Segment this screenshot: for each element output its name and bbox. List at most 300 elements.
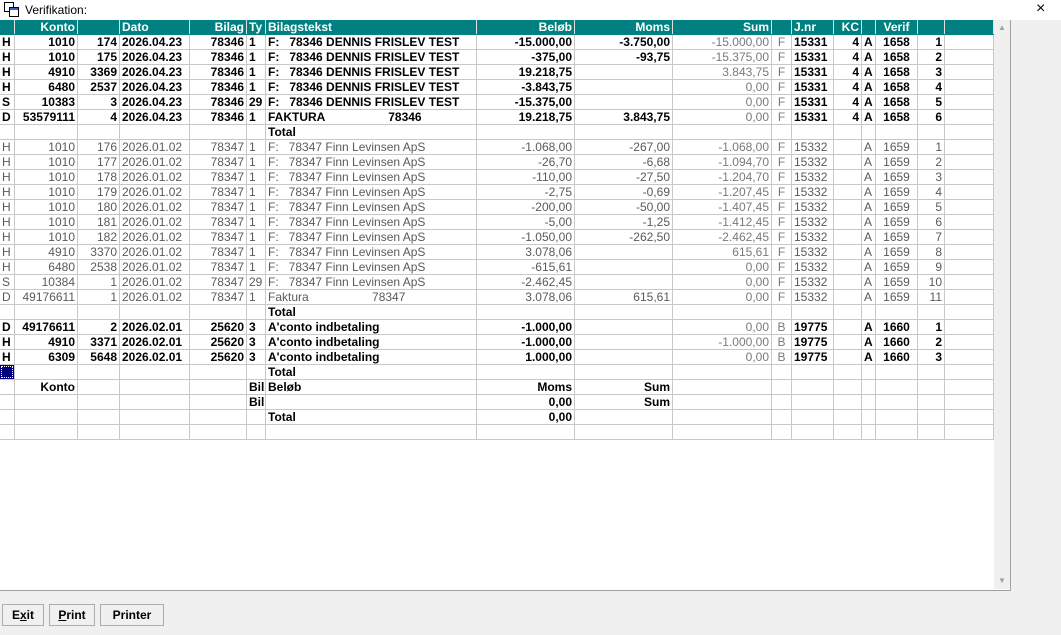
cell-flag bbox=[772, 410, 792, 424]
cell-flag: B bbox=[772, 335, 792, 349]
cell-linje: 9 bbox=[918, 260, 945, 274]
cell-belob: -2.462,45 bbox=[477, 275, 575, 289]
cell-verif: 1658 bbox=[876, 80, 918, 94]
cell-kc bbox=[834, 335, 862, 349]
table-row[interactable] bbox=[0, 50, 994, 65]
cell-moms bbox=[575, 275, 673, 289]
cell-type: 3 bbox=[247, 320, 266, 334]
cell-lobe-nr bbox=[78, 125, 120, 139]
cell-a: A bbox=[862, 80, 876, 94]
cell-flag: B bbox=[772, 350, 792, 364]
cell-konto bbox=[15, 410, 78, 424]
cell-kc bbox=[834, 200, 862, 214]
table-row[interactable] bbox=[0, 320, 994, 335]
cell-sum bbox=[673, 395, 772, 409]
cell-dato: 2026.04.23 bbox=[120, 50, 190, 64]
cell-konto: 49176611 bbox=[15, 290, 78, 304]
cell-flag: F bbox=[772, 245, 792, 259]
cell-type: 1 bbox=[247, 155, 266, 169]
cell-linje: 3 bbox=[918, 170, 945, 184]
cell-spare bbox=[945, 80, 994, 94]
table-row[interactable] bbox=[0, 275, 994, 290]
cell-sum: -1.204,70 bbox=[673, 170, 772, 184]
cell-side bbox=[0, 125, 15, 139]
cell-lobe-nr: 4 bbox=[78, 110, 120, 124]
table-row[interactable] bbox=[0, 185, 994, 200]
table-row[interactable] bbox=[0, 215, 994, 230]
cell-konto bbox=[15, 425, 78, 439]
cell-spare bbox=[945, 230, 994, 244]
window-title: Verifikation: bbox=[25, 3, 88, 17]
cell-bilag bbox=[190, 410, 247, 424]
cell-bilag: 78346 bbox=[190, 35, 247, 49]
cell-moms: -93,75 bbox=[575, 50, 673, 64]
cell-dato: 2026.02.01 bbox=[120, 350, 190, 364]
print-button[interactable] bbox=[49, 604, 95, 626]
cell-a: A bbox=[862, 320, 876, 334]
cell-bilagstekst: F: 78347 Finn Levinsen ApS bbox=[266, 245, 477, 259]
cell-side: H bbox=[0, 200, 15, 214]
cell-flag: F bbox=[772, 275, 792, 289]
cell-dato: 2026.01.02 bbox=[120, 170, 190, 184]
cell-flag: F bbox=[772, 155, 792, 169]
cell-bilagstekst: A'conto indbetaling bbox=[266, 320, 477, 334]
table-row[interactable] bbox=[0, 380, 994, 395]
cell-sum: 0,00 bbox=[673, 260, 772, 274]
cell-kc: 4 bbox=[834, 35, 862, 49]
cell-a: A bbox=[862, 350, 876, 364]
table-row[interactable] bbox=[0, 245, 994, 260]
column-header-flag[interactable] bbox=[772, 20, 792, 34]
cell-verif: 1659 bbox=[876, 185, 918, 199]
cell-dato bbox=[120, 305, 190, 319]
grid-header-row bbox=[0, 20, 994, 35]
table-row[interactable] bbox=[0, 425, 994, 440]
cell-lobe-nr bbox=[78, 410, 120, 424]
table-row[interactable] bbox=[0, 155, 994, 170]
verification-grid-frame bbox=[0, 20, 1011, 591]
cell-konto bbox=[15, 125, 78, 139]
cell-konto: 4910 bbox=[15, 335, 78, 349]
table-row[interactable] bbox=[0, 290, 994, 305]
table-row[interactable] bbox=[0, 80, 994, 95]
column-header-moms[interactable]: Moms bbox=[575, 20, 673, 34]
table-row[interactable] bbox=[0, 365, 994, 380]
cell-side: S bbox=[0, 95, 15, 109]
cell-konto: 1010 bbox=[15, 170, 78, 184]
table-row[interactable] bbox=[0, 170, 994, 185]
cell-sum: -1.412,45 bbox=[673, 215, 772, 229]
cell-bilagstekst: F: 78346 DENNIS FRISLEV TEST bbox=[266, 95, 477, 109]
verification-grid bbox=[0, 20, 994, 440]
cell-dato bbox=[120, 380, 190, 394]
cell-flag bbox=[772, 305, 792, 319]
cell-konto: 1010 bbox=[15, 140, 78, 154]
table-row[interactable] bbox=[0, 95, 994, 110]
cell-sum: -1.407,45 bbox=[673, 200, 772, 214]
cell-belob: -1.068,00 bbox=[477, 140, 575, 154]
cell-kc bbox=[834, 185, 862, 199]
cell-sum: -1.068,00 bbox=[673, 140, 772, 154]
cell-sum: -1.207,45 bbox=[673, 185, 772, 199]
cell-lobe-nr bbox=[78, 395, 120, 409]
cell-a: A bbox=[862, 35, 876, 49]
cell-dato: 2026.01.02 bbox=[120, 245, 190, 259]
column-header-konto[interactable]: Konto bbox=[15, 20, 78, 34]
cell-type: Bil bbox=[249, 395, 265, 409]
cell-dato bbox=[120, 365, 190, 379]
cell-journal-nr: 15332 bbox=[792, 215, 834, 229]
cell-belob: -26,70 bbox=[477, 155, 575, 169]
cell-belob bbox=[477, 125, 575, 139]
cell-belob: -615,61 bbox=[477, 260, 575, 274]
cell-belob bbox=[477, 365, 575, 379]
cell-dato: 2026.01.02 bbox=[120, 200, 190, 214]
table-row[interactable] bbox=[0, 305, 994, 320]
cell-verif: 1659 bbox=[876, 155, 918, 169]
cell-journal-nr: 15331 bbox=[792, 95, 834, 109]
cell-sum bbox=[673, 425, 772, 439]
cell-bilagstekst: F: 78347 Finn Levinsen ApS bbox=[266, 170, 477, 184]
cell-lobe-nr: 1 bbox=[78, 290, 120, 304]
cell-moms: -27,50 bbox=[575, 170, 673, 184]
cell-linje bbox=[918, 410, 945, 424]
cell-a: A bbox=[862, 185, 876, 199]
cell-kc bbox=[834, 260, 862, 274]
cell-konto: 4910 bbox=[15, 65, 78, 79]
cell-kc bbox=[834, 395, 862, 409]
cell-lobe-nr: 178 bbox=[78, 170, 120, 184]
cell-konto: 10383 bbox=[15, 95, 78, 109]
cell-journal-nr: 15332 bbox=[792, 140, 834, 154]
cell-side: H bbox=[0, 65, 15, 79]
cell-bilagstekst: F: 78346 DENNIS FRISLEV TEST bbox=[266, 50, 477, 64]
cell-linje: 2 bbox=[918, 155, 945, 169]
cell-bilag: 78346 bbox=[190, 110, 247, 124]
cell-moms: Sum bbox=[575, 395, 673, 409]
table-row[interactable] bbox=[0, 140, 994, 155]
cell-side: H bbox=[0, 80, 15, 94]
cell-journal-nr: 19775 bbox=[792, 335, 834, 349]
column-header-sum[interactable]: Sum bbox=[673, 20, 772, 34]
selected-cell bbox=[0, 365, 15, 379]
cell-kc bbox=[834, 350, 862, 364]
cell-kc bbox=[834, 155, 862, 169]
cell-a: A bbox=[862, 170, 876, 184]
cell-flag: F bbox=[772, 80, 792, 94]
cell-kc bbox=[834, 305, 862, 319]
cell-lobe-nr: 1 bbox=[78, 275, 120, 289]
cell-spare bbox=[945, 65, 994, 79]
cell-verif: 1659 bbox=[876, 140, 918, 154]
cell-dato: 2026.01.02 bbox=[120, 275, 190, 289]
cell-belob: -1.000,00 bbox=[477, 335, 575, 349]
cell-sum: 0,00 bbox=[673, 350, 772, 364]
cell-spare bbox=[945, 215, 994, 229]
table-row[interactable] bbox=[0, 350, 994, 365]
cell-sum: 0,00 bbox=[673, 290, 772, 304]
cell-type bbox=[247, 365, 266, 379]
cell-belob: 19.218,75 bbox=[477, 65, 575, 79]
cell-dato: 2026.02.01 bbox=[120, 320, 190, 334]
cell-side: D bbox=[0, 320, 15, 334]
cell-type: 3 bbox=[247, 350, 266, 364]
cell-sum: -15.000,00 bbox=[673, 35, 772, 49]
cell-dato: 2026.02.01 bbox=[120, 335, 190, 349]
cell-konto: 6480 bbox=[15, 80, 78, 94]
cell-lobe-nr: 180 bbox=[78, 200, 120, 214]
cell-bilag: 78347 bbox=[190, 170, 247, 184]
cell-flag: F bbox=[772, 95, 792, 109]
column-header-spare[interactable] bbox=[945, 20, 994, 34]
close-icon[interactable]: × bbox=[1036, 0, 1046, 17]
cell-moms: -267,00 bbox=[575, 140, 673, 154]
cell-bilagstekst: FAKTURA 78346 bbox=[266, 110, 477, 124]
cell-linje bbox=[918, 305, 945, 319]
cell-spare bbox=[945, 125, 994, 139]
cell-dato bbox=[120, 410, 190, 424]
cell-type: 1 bbox=[247, 290, 266, 304]
cell-side: H bbox=[0, 230, 15, 244]
cell-linje: 4 bbox=[918, 80, 945, 94]
cell-kc bbox=[834, 140, 862, 154]
column-header-linje[interactable] bbox=[918, 20, 945, 34]
cell-journal-nr bbox=[792, 395, 834, 409]
cell-konto: 1010 bbox=[15, 185, 78, 199]
cell-type: 1 bbox=[247, 110, 266, 124]
cell-dato: 2026.01.02 bbox=[120, 215, 190, 229]
cell-bilag: 78347 bbox=[190, 200, 247, 214]
cell-spare bbox=[945, 305, 994, 319]
cell-verif: 1660 bbox=[876, 335, 918, 349]
cell-belob: 3.078,06 bbox=[477, 245, 575, 259]
cell-konto: 1010 bbox=[15, 50, 78, 64]
cell-type: 1 bbox=[247, 65, 266, 79]
cell-belob: -1.000,00 bbox=[477, 320, 575, 334]
cell-linje bbox=[918, 125, 945, 139]
column-header-kc[interactable]: KC bbox=[834, 20, 862, 34]
print-button-label: Print bbox=[58, 608, 86, 622]
cell-sum: -1.000,00 bbox=[673, 335, 772, 349]
cell-flag: F bbox=[772, 185, 792, 199]
column-header-bilag[interactable]: Bilag bbox=[190, 20, 247, 34]
cell-lobe-nr bbox=[78, 425, 120, 439]
cell-belob: -5,00 bbox=[477, 215, 575, 229]
cell-flag: F bbox=[772, 230, 792, 244]
table-row[interactable] bbox=[0, 200, 994, 215]
cell-dato: 2026.04.23 bbox=[120, 110, 190, 124]
table-row[interactable] bbox=[0, 65, 994, 80]
cell-flag bbox=[772, 125, 792, 139]
cell-konto: 10384 bbox=[15, 275, 78, 289]
cell-bilag: 78346 bbox=[190, 50, 247, 64]
cell-spare bbox=[945, 155, 994, 169]
table-row[interactable] bbox=[0, 335, 994, 350]
cell-dato: 2026.04.23 bbox=[120, 80, 190, 94]
cell-side: H bbox=[0, 260, 15, 274]
cell-sum: 0,00 bbox=[673, 275, 772, 289]
table-row[interactable] bbox=[0, 35, 994, 50]
cell-a: A bbox=[862, 335, 876, 349]
cell-moms: 615,61 bbox=[575, 290, 673, 304]
cell-linje bbox=[918, 380, 945, 394]
cell-bilagstekst bbox=[266, 395, 477, 409]
cell-moms bbox=[575, 305, 673, 319]
cell-kc bbox=[834, 230, 862, 244]
cell-konto bbox=[15, 305, 78, 319]
cell-type: 3 bbox=[247, 335, 266, 349]
scroll-up-arrow-icon[interactable]: ▲ bbox=[998, 23, 1006, 32]
cell-bilagstekst: F: 78347 Finn Levinsen ApS bbox=[266, 200, 477, 214]
cell-type: 1 bbox=[247, 170, 266, 184]
cell-side bbox=[0, 305, 15, 319]
table-row[interactable] bbox=[0, 230, 994, 245]
cell-bilagstekst: F: 78346 DENNIS FRISLEV TEST bbox=[266, 80, 477, 94]
cell-linje: 7 bbox=[918, 230, 945, 244]
cell-linje: 2 bbox=[918, 50, 945, 64]
cell-verif: 1658 bbox=[876, 95, 918, 109]
cell-bilagstekst: F: 78347 Finn Levinsen ApS bbox=[266, 185, 477, 199]
cell-a bbox=[862, 365, 876, 379]
cell-verif: 1660 bbox=[876, 350, 918, 364]
cell-sum: -2.462,45 bbox=[673, 230, 772, 244]
cell-bilagstekst: F: 78346 DENNIS FRISLEV TEST bbox=[266, 35, 477, 49]
cell-verif bbox=[876, 410, 918, 424]
cell-moms bbox=[575, 350, 673, 364]
cell-belob: -15.000,00 bbox=[477, 35, 575, 49]
column-header-journal-nr[interactable]: J.nr bbox=[792, 20, 834, 34]
cell-bilagstekst: F: 78347 Finn Levinsen ApS bbox=[266, 230, 477, 244]
column-header-lobe-nr[interactable] bbox=[78, 20, 120, 34]
cell-sum bbox=[673, 305, 772, 319]
cell-verif bbox=[876, 125, 918, 139]
cell-spare bbox=[945, 395, 994, 409]
cell-moms bbox=[575, 335, 673, 349]
cell-verif: 1659 bbox=[876, 275, 918, 289]
table-row[interactable] bbox=[0, 125, 994, 140]
cell-journal-nr: 15332 bbox=[792, 185, 834, 199]
column-header-verif[interactable]: Verif bbox=[876, 20, 918, 34]
cell-side: S bbox=[0, 275, 15, 289]
cell-type: 1 bbox=[247, 245, 266, 259]
cell-bilag: 78347 bbox=[190, 185, 247, 199]
cell-belob: 19.218,75 bbox=[477, 110, 575, 124]
cell-journal-nr: 15332 bbox=[792, 260, 834, 274]
cell-moms: -1,25 bbox=[575, 215, 673, 229]
cell-side: H bbox=[0, 155, 15, 169]
column-header-a[interactable] bbox=[862, 20, 876, 34]
cell-side: H bbox=[0, 245, 15, 259]
cell-bilagstekst: A'conto indbetaling bbox=[266, 335, 477, 349]
cell-flag: F bbox=[772, 140, 792, 154]
exit-button[interactable] bbox=[2, 604, 44, 626]
column-header-dato[interactable]: Dato bbox=[120, 20, 190, 34]
table-row[interactable] bbox=[0, 110, 994, 125]
cell-journal-nr: 19775 bbox=[792, 320, 834, 334]
cell-verif: 1658 bbox=[876, 110, 918, 124]
cell-kc bbox=[834, 365, 862, 379]
cell-kc bbox=[834, 245, 862, 259]
cell-moms bbox=[575, 425, 673, 439]
column-header-belob[interactable]: Beløb bbox=[477, 20, 575, 34]
cell-bilag: 78347 bbox=[190, 260, 247, 274]
cell-flag bbox=[772, 425, 792, 439]
cell-journal-nr bbox=[792, 125, 834, 139]
cell-bilagstekst: Faktura 78347 bbox=[266, 290, 477, 304]
table-row[interactable] bbox=[0, 260, 994, 275]
vertical-scrollbar[interactable] bbox=[994, 20, 1010, 589]
table-row[interactable] bbox=[0, 395, 994, 410]
cell-dato: 2026.01.02 bbox=[120, 140, 190, 154]
cell-journal-nr: 15332 bbox=[792, 275, 834, 289]
cell-sum: 0,00 bbox=[673, 95, 772, 109]
cell-moms: 3.843,75 bbox=[575, 110, 673, 124]
cell-linje: 5 bbox=[918, 200, 945, 214]
cell-journal-nr: 15332 bbox=[792, 155, 834, 169]
cell-kc: 4 bbox=[834, 110, 862, 124]
cell-linje bbox=[918, 395, 945, 409]
cell-bilagstekst: Total bbox=[266, 125, 477, 139]
cell-flag: F bbox=[772, 65, 792, 79]
cell-belob: 1.000,00 bbox=[477, 350, 575, 364]
cell-moms bbox=[575, 410, 673, 424]
cell-lobe-nr: 2 bbox=[78, 320, 120, 334]
cell-verif: 1659 bbox=[876, 245, 918, 259]
cell-a: A bbox=[862, 230, 876, 244]
cell-sum: -15.375,00 bbox=[673, 50, 772, 64]
cell-konto: 6480 bbox=[15, 260, 78, 274]
cell-lobe-nr: 5648 bbox=[78, 350, 120, 364]
table-row[interactable] bbox=[0, 410, 994, 425]
cell-spare bbox=[945, 350, 994, 364]
cell-belob: Moms bbox=[477, 380, 575, 394]
cell-lobe-nr: 179 bbox=[78, 185, 120, 199]
cell-spare bbox=[945, 185, 994, 199]
cell-type: 1 bbox=[247, 140, 266, 154]
cell-a: A bbox=[862, 290, 876, 304]
cell-side: H bbox=[0, 140, 15, 154]
printer-button[interactable] bbox=[100, 604, 164, 626]
column-header-side[interactable] bbox=[0, 20, 15, 34]
cell-bilag: 78346 bbox=[190, 95, 247, 109]
cell-spare bbox=[945, 275, 994, 289]
cell-a: A bbox=[862, 200, 876, 214]
cell-kc bbox=[834, 290, 862, 304]
cell-a bbox=[862, 410, 876, 424]
cell-belob: 0,00 bbox=[477, 410, 575, 424]
cell-type: 29 bbox=[247, 95, 266, 109]
column-header-type[interactable]: Ty bbox=[247, 20, 266, 34]
cell-bilag: 78346 bbox=[190, 80, 247, 94]
cell-type: Bil bbox=[249, 380, 265, 394]
cell-spare bbox=[945, 140, 994, 154]
cell-bilagstekst: Total bbox=[266, 365, 477, 379]
cell-belob bbox=[477, 305, 575, 319]
column-header-bilagstekst[interactable]: Bilagstekst bbox=[266, 20, 477, 34]
cell-spare bbox=[945, 35, 994, 49]
cell-kc bbox=[834, 170, 862, 184]
cell-bilagstekst: F: 78347 Finn Levinsen ApS bbox=[266, 215, 477, 229]
scroll-down-arrow-icon[interactable]: ▼ bbox=[998, 576, 1006, 585]
cell-journal-nr bbox=[792, 365, 834, 379]
cell-side: H bbox=[0, 185, 15, 199]
cell-dato: 2026.04.23 bbox=[120, 35, 190, 49]
cell-a bbox=[862, 125, 876, 139]
cell-journal-nr: 15331 bbox=[792, 35, 834, 49]
cell-spare bbox=[945, 110, 994, 124]
cell-konto: 1010 bbox=[15, 35, 78, 49]
cell-bilag bbox=[190, 425, 247, 439]
